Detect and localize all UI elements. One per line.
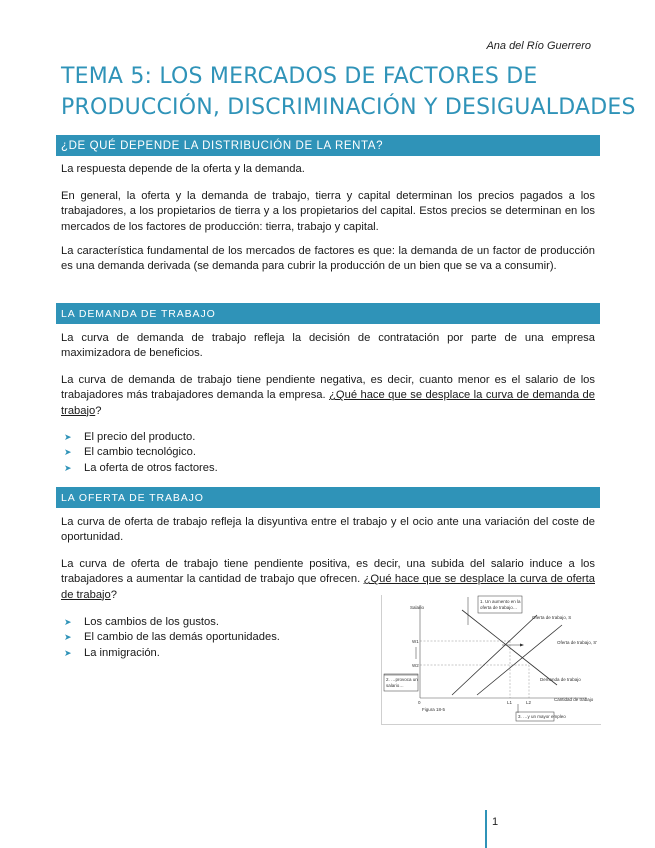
list-item-text: Los cambios de los gustos. (84, 616, 219, 628)
arrow-bullet-icon: ➤ (64, 647, 72, 658)
arrow-bullet-icon: ➤ (64, 462, 72, 473)
x-axis-label: Cantidad de trabajo (554, 697, 594, 702)
list-item (64, 461, 218, 476)
callout-left-line1: 2. …provoca un (386, 677, 418, 682)
list-item-text: El cambio tecnológico. (84, 446, 196, 459)
paragraph-text: La curva de oferta de trabajo tiene pendiente positiva, es decir, una subida del salario induce a los trabajadores a aumentar la cantidad de trabajo que ofrecen. (61, 558, 595, 586)
callout-left-line2: salario… (386, 683, 404, 688)
paragraph-text: La curva de demanda de trabajo tiene pendiente negativa, es decir, cuanto menor es el salario de los trabajadores más trabajadores demanda la empresa. (61, 374, 595, 402)
arrow-bullet-icon: ➤ (64, 617, 72, 627)
document-title (61, 61, 636, 123)
section-heading-renta: ¿DE QUÉ DEPENDE LA DISTRIBUCIÓN DE LA RENTA? (56, 135, 600, 156)
page-number-bar (485, 810, 487, 848)
arrow-bullet-icon: ➤ (64, 447, 72, 458)
list-item-text: La oferta de otros factores. (84, 461, 218, 474)
question-mark: ? (110, 588, 117, 601)
callout-top-line2: oferta de trabajo… (480, 605, 518, 610)
list-item (64, 445, 218, 460)
list-item-text: La inmigración. (84, 646, 160, 659)
paragraph: La curva de demanda de trabajo refleja la decisión de contratación por parte de una empresa maximizadora de beneficios. (61, 332, 595, 360)
callout-bottom-text: 3. …y un mayor empleo (518, 714, 566, 719)
section-heading-demanda: LA DEMANDA DE TRABAJO (56, 303, 600, 324)
w1-label: W1 (412, 639, 419, 644)
list-item (64, 630, 280, 645)
bullet-list-demanda (64, 430, 218, 476)
list-item (64, 646, 280, 661)
y-axis-label: Salario (410, 605, 425, 610)
question-mark: ? (95, 404, 102, 417)
list-item-text: El precio del producto. (84, 431, 196, 443)
bullet-list-oferta (64, 615, 280, 661)
demand-curve (462, 610, 557, 685)
title-line-2: PRODUCCIÓN, DISCRIMINACIÓN Y DESIGUALDADES (61, 95, 636, 120)
question-link[interactable]: ¿Qué hace que se desplace la curva de oferta de trabajo (61, 573, 595, 601)
arrow-bullet-icon: ➤ (64, 432, 72, 442)
list-item (64, 430, 218, 445)
author-name: Ana del Río Guerrero (486, 40, 591, 52)
origin-label: 0 (418, 700, 421, 705)
page-number: 1 (492, 816, 499, 828)
arrow-bullet-icon: ➤ (64, 632, 72, 643)
shift-arrowhead-icon (520, 644, 524, 647)
supply-shift-figure (381, 595, 601, 725)
paragraph: La respuesta depende de la oferta y la demanda. (61, 163, 305, 175)
list-item-text: El cambio de las demás oportunidades. (84, 631, 280, 644)
l2-label: L2 (526, 700, 532, 705)
w2-label: W2 (412, 663, 419, 668)
curve-label-demand: Demanda de trabajo (540, 677, 581, 682)
supply-curve-s (452, 615, 537, 695)
supply-shift-diagram (382, 595, 601, 724)
section-heading-oferta: LA OFERTA DE TRABAJO (56, 487, 600, 508)
question-link[interactable]: ¿Qué hace que se desplace la curva de demanda de trabajo (61, 389, 595, 417)
figure-caption: Figura 18-5 (422, 707, 446, 712)
callout-top-line1: 1. Un aumento en la (480, 599, 521, 604)
list-item (64, 615, 280, 630)
paragraph: La curva de oferta de trabajo refleja la disyuntiva entre el trabajo y el ocio ante una variación del coste de oportunidad. (61, 516, 595, 544)
title-line-1: TEMA 5: LOS MERCADOS DE FACTORES DE (61, 64, 538, 89)
paragraph-with-question (61, 373, 595, 419)
curve-label-s: Oferta de trabajo, S (532, 615, 572, 620)
paragraph: La característica fundamental de los mercados de factores es que: la demanda de un factor de producción es una demanda derivada (se demanda para cubrir la producción de un bien que se va a consumir). (61, 245, 595, 273)
l1-label: L1 (507, 700, 513, 705)
paragraph: En general, la oferta y la demanda de trabajo, tierra y capital determinan los precios pagados a los trabajadores, a los propietarios de tierra y a los propietarios del capital. Estos precios se determinan en los mercados de los factores de producción: tierra, trabajo y capital. (61, 190, 595, 233)
curve-label-s-prime: Oferta de trabajo, S' (557, 640, 598, 645)
